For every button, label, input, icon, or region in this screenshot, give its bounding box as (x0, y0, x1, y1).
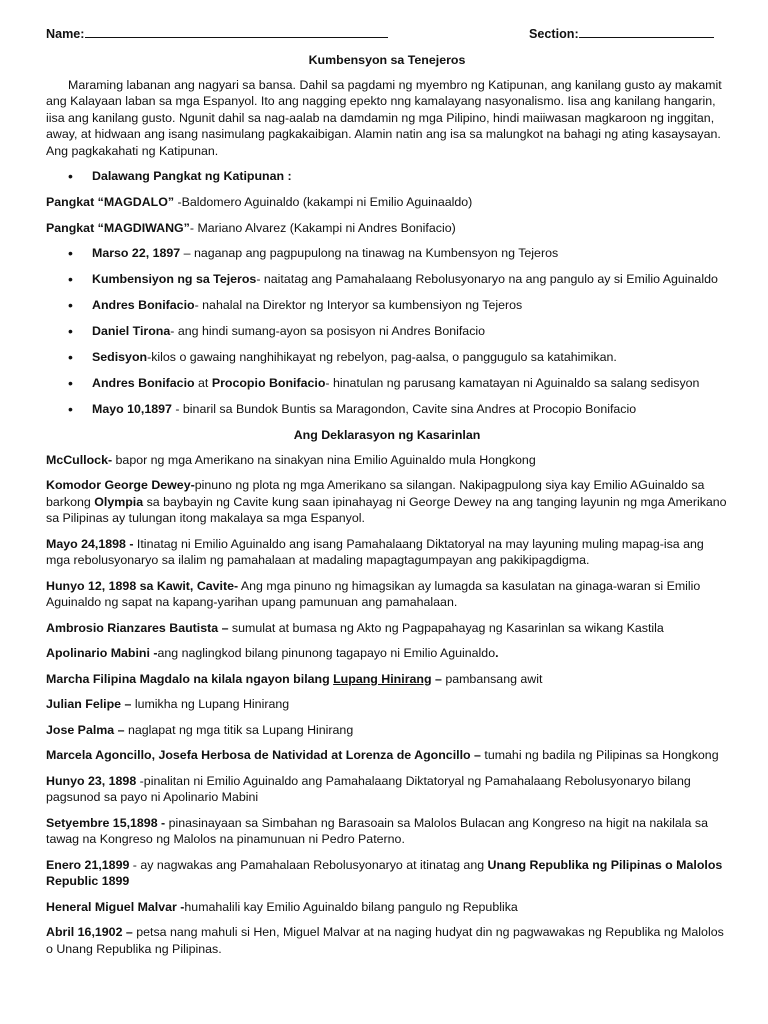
name-blank[interactable] (85, 26, 388, 38)
entry-setyembre-15: Setyembre 15,1898 - pinasinayaan sa Simbahan ng Barasoain sa Malolos Bulacan ang Kongreso na higit na nakilala sa tawag na Kongreso ng Malolos na pinamunuan ni Pedro Paterno. (46, 815, 708, 846)
entry-hunyo-23: Hunyo 23, 1898 -pinalitan ni Emilio Aguinaldo ang Pamahalaang Diktatoryal ng Pamahalaang Rebolusyonaryo bilang pagsunod sa payo ni Apolinario Mabini (46, 773, 691, 804)
entry-mayo-24: Mayo 24,1898 - Itinatag ni Emilio Aguinaldo ang isang Pamahalaang Diktatoryal na may layuning muling mapag-isa ang mga rebolusyonaryo sa ilalim ng pamahalaan at madaling mapagtagumpayan ang pakikipagdigma. (46, 536, 704, 567)
list-item: • Kumbensiyon ng sa Tejeros- naitatag ang Pamahalaang Rebolusyonaryo na ang pangulo ay si Emilio Aguinaldo (92, 271, 728, 288)
entry-jose-palma: Jose Palma – naglapat ng mga titik sa Lupang Hinirang (46, 722, 354, 737)
lupang-hinirang-link: Lupang Hinirang (333, 671, 432, 686)
header-row (46, 26, 728, 42)
bullet-heading: • Dalawang Pangkat ng Katipunan : (92, 168, 728, 185)
heading-bullet-list (46, 168, 728, 185)
section-field[interactable] (529, 26, 714, 43)
entry-marcha-filipina: Marcha Filipina Magdalo na kilala ngayon bilang Lupang Hinirang – pambansang awit (46, 671, 543, 686)
entry-bautista: Ambrosio Rianzares Bautista – sumulat at bumasa ng Akto ng Pagpapahayag ng Kasarinlan sa wikang Kastila (46, 620, 664, 635)
name-field[interactable] (46, 26, 388, 43)
section2-title: Ang Deklarasyon ng Kasarinlan (293, 428, 481, 442)
section-blank[interactable] (579, 26, 714, 38)
pangkat-magdiwang: Pangkat “MAGDIWANG”- Mariano Alvarez (Kakampi ni Andres Bonifacio) (46, 220, 456, 235)
events-bullet-list (46, 245, 728, 418)
entry-abril-16: Abril 16,1902 – petsa nang mahuli si Hen, Miguel Malvar at na naging hudyat din ng pagwawakas ng Republika ng Malolos o Unang Republika ng Pilipinas. (46, 925, 724, 956)
entry-mccullock: McCullock- bapor ng mga Amerikano na sinakyan nina Emilio Aguinaldo mula Hongkong (46, 452, 536, 467)
page-title: Kumbensyon sa Tenejeros (308, 53, 466, 67)
pangkat-magdalo: Pangkat “MAGDALO” -Baldomero Aguinaldo (kakampi ni Emilio Aguinaaldo) (46, 195, 473, 209)
list-item: • Andres Bonifacio at Procopio Bonifacio- hinatulan ng parusang kamatayan ni Aguinaldo sa salang sedisyon (92, 375, 728, 392)
name-label: Name: (46, 27, 85, 41)
entry-agoncillo: Marcela Agoncillo, Josefa Herbosa de Natividad at Lorenza de Agoncillo – tumahi ng badila ng Pilipinas sa Hongkong (46, 748, 719, 762)
entry-dewey: Komodor George Dewey-pinuno ng plota ng mga Amerikano sa silangan. Nakipagpulong siya kay Emilio AGuinaldo sa barkong Olympia sa baybayin ng Cavite kung saan ipinahayag ni George Dewey na ang tanging layunin ng mga Amerikano sa Pilipinas ay tulungan itong makalaya sa mga Espanyol. (46, 478, 727, 525)
intro-paragraph: Maraming labanan ang nagyari sa bansa. Dahil sa pagdami ng myembro ng Katipunan, ang kanilang gusto ay makamit ang Kalayaan laban sa mga Espanyol. Ito ang nagging epekto nng kamalayang nasyonalismo. Iisa ang kanilang hangarin, iisa ang kanilang gusto. Ngunit dahil sa nag-aalab na damdamin ng mga Pilipino, hindi maiiwasan magkaroon ng inggitan, away, at hidwaan ang isang nasimulang pagkakaibigan. Alamin natin ang isa sa malungkot na bahagi ng ating kasaysayan. Ang pagkakahati ng Katipunan. (46, 77, 722, 158)
entry-julian-felipe: Julian Felipe – lumikha ng Lupang Hinirang (46, 697, 290, 711)
entry-malvar: Heneral Miguel Malvar -humahalili kay Emilio Aguinaldo bilang pangulo ng Republika (46, 899, 518, 914)
entry-hunyo-12: Hunyo 12, 1898 sa Kawit, Cavite- Ang mga pinuno ng himagsikan ay lumagda sa kasulatan na ginaga-waran si Emilio Aguinaldo ng sapat na kapang-yarihan upang pamunuan ang pamahalaan. (46, 578, 701, 609)
entry-enero-21: Enero 21,1899 - ay nagwakas ang Pamahalaan Rebolusyonaryo at itinatag ang Unang Republika ng Pilipinas o Malolos Republic 1899 (46, 857, 723, 888)
list-item: • Sedisyon-kilos o gawaing nanghihikayat ng rebelyon, pag-aalsa, o panggugulo sa katahimikan. (92, 349, 728, 366)
entry-mabini: Apolinario Mabini -ang naglingkod bilang pinunong tagapayo ni Emilio Aguinaldo. (46, 646, 499, 660)
list-item: • Daniel Tirona- ang hindi sumang-ayon sa posisyon ni Andres Bonifacio (92, 323, 728, 340)
list-item: • Andres Bonifacio- nahalal na Direktor ng Interyor sa kumbensiyon ng Tejeros (92, 297, 728, 314)
section-label: Section: (529, 27, 579, 41)
list-item: • Marso 22, 1897 – naganap ang pagpupulong na tinawag na Kumbensyon ng Tejeros (92, 245, 728, 262)
list-item: • Mayo 10,1897 - binaril sa Bundok Buntis sa Maragondon, Cavite sina Andres at Procopio Bonifacio (92, 401, 728, 418)
